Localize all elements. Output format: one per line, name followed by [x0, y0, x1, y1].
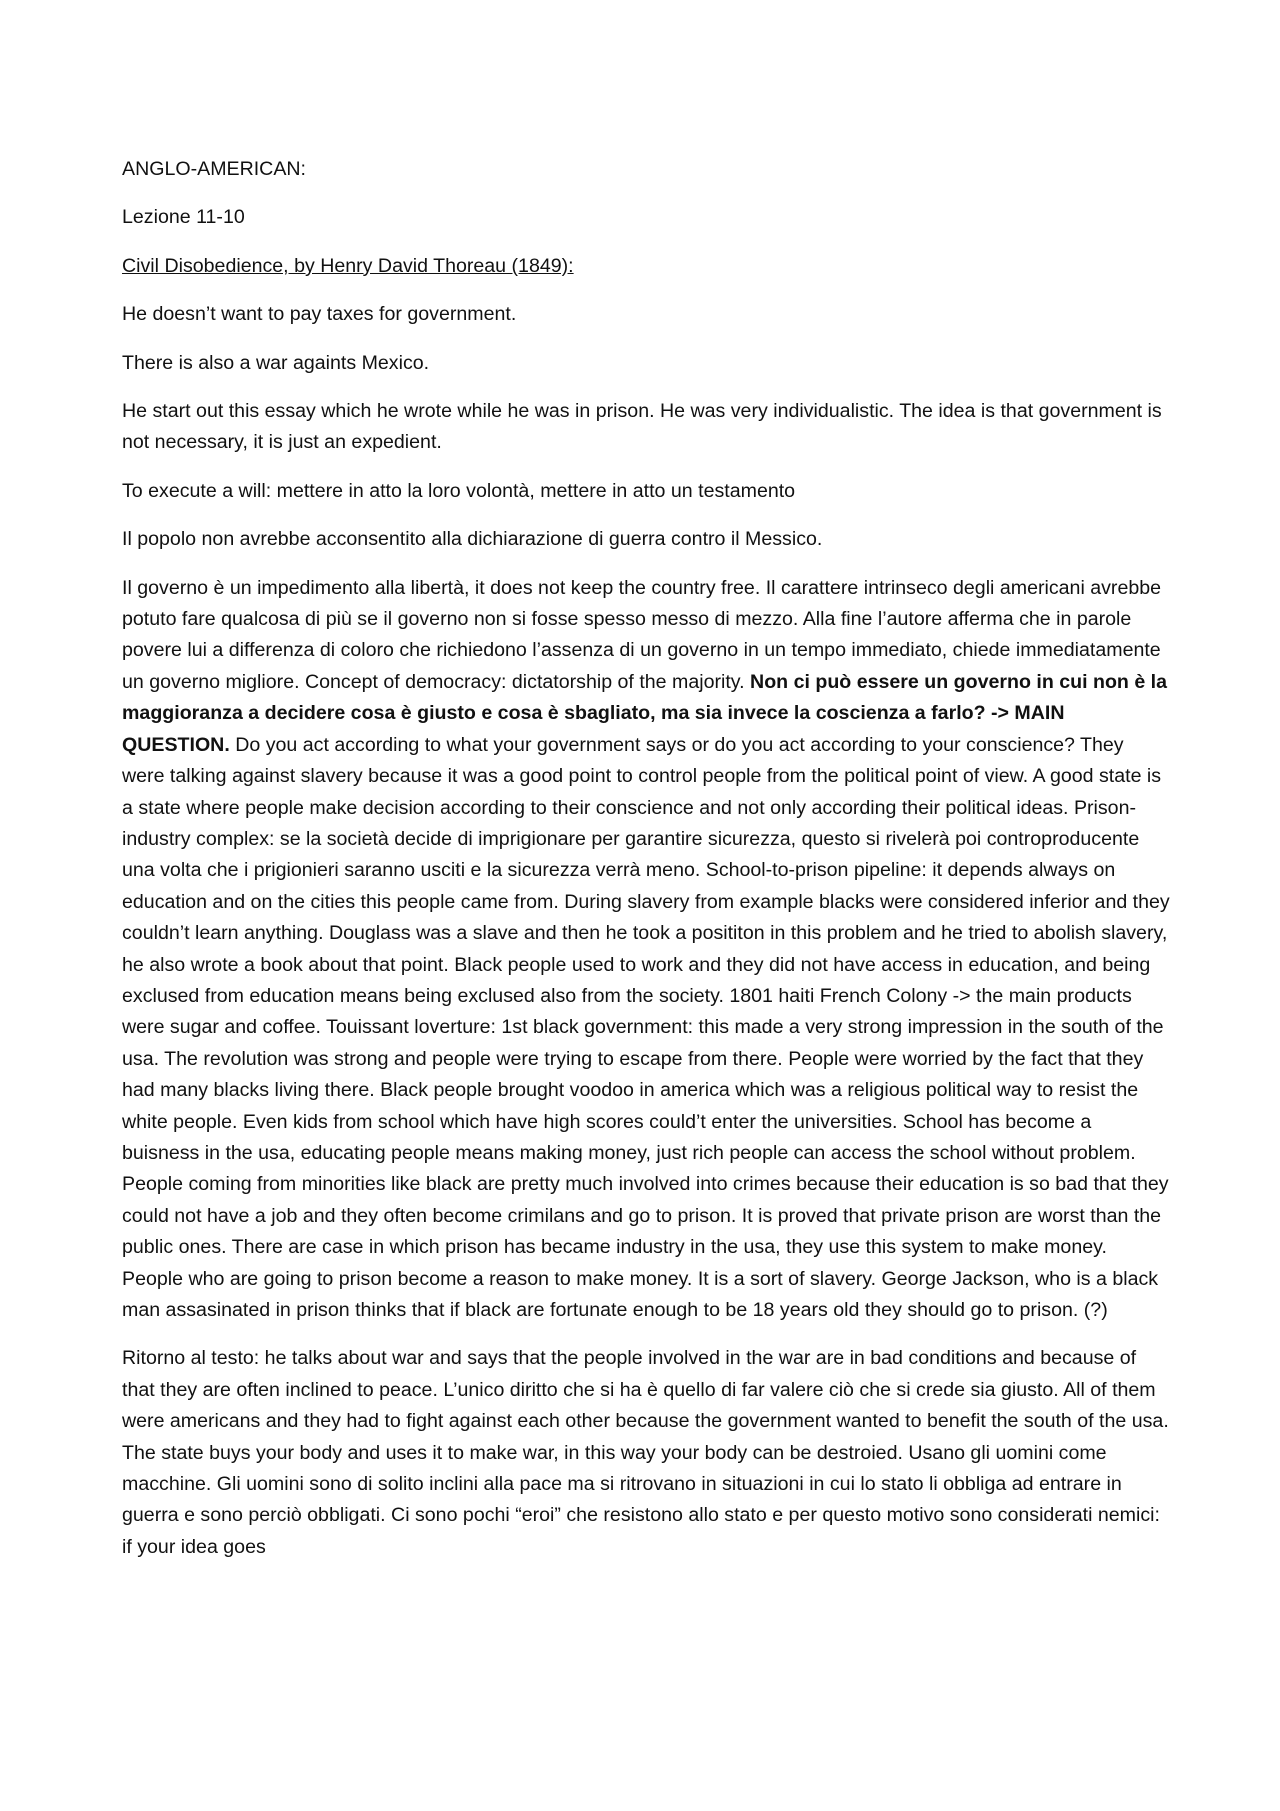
paragraph-governo [122, 573, 1170, 1327]
document-heading: ANGLO-AMERICAN: [122, 158, 306, 180]
source-title [122, 251, 1170, 282]
paragraph-governo-end: Do you act according to what your government says or do you act according to your conscience? They were talking against slavery because it was a good point to control people from the political point of view. A good state is a state where people make decision according to their conscience and not only according their political ideas. Prison-industry complex: se la società decide di imprigionare per garantire sicurezza, questo si rivelerà poi controproducente una volta che i prigionieri saranno usciti e la sicurezza verrà meno. School-to-prison pipeline: it depends always on education and on the cities this people came from. During slavery from example blacks were considered inferior and they couldn’t learn anything. Douglass was a slave and then he took a posititon in this problem and he tried to abolish slavery, he also wrote a book about that point. Black people used to work and they did not have access in education, and being exclused from education means being exclused also from the society. 1801 haiti French Colony -> the main products were sugar and coffee. Touissant loverture: 1st black government: this made a very strong impression in the south of the usa. The revolution was strong and people were trying to escape from there. People were worried by the fact that they had many blacks living there. Black people brought voodoo in america which was a religious political way to resist the white people. Even kids from school which have high scores could’t enter the universities. School has become a buisness in the usa, educating people means making money, just rich people can access the school without problem. People coming from minorities like black are pretty much involved into crimes because their education is so bad that they could not have a job and they often become crimilans and go to prison. It is proved that private prison are worst than the public ones. There are case in which prison has became industry in the usa, they use this system to make money. People who are going to prison become a reason to make money. It is a sort of slavery. George Jackson, who is a black man assasinated in prison thinks that if black are fortunate enough to be 18 years old they should go to prison. (?) [122, 733, 1170, 1321]
lesson-date: Lezione 11-10 [122, 206, 245, 229]
paragraph-governo-start: Il governo è un impedimento alla libertà, it does not keep the country free. Il carattere intrinseco degli americani avrebbe potuto fare qualcosa di più se il governo non si fosse spesso messo di mezzo. Alla fine l’autore afferma che in parole povere lui a differenza di coloro che richiedono l’assenza di un governo in un tempo immediato, chiede immediatamente un governo migliore. Concept of democracy: dictatorship of the majority. [122, 576, 1162, 693]
paragraph-war-mexico: There is also a war againts Mexico. [122, 351, 430, 374]
paragraph-popolo: Il popolo non avrebbe acconsentito alla dichiarazione di guerra contro il Messico. [122, 528, 823, 551]
paragraph-execute-will: To execute a will: mettere in atto la loro volontà, mettere in atto un testamento [122, 479, 796, 502]
main-question: Non ci può essere un governo in cui non è la maggioranza a decidere cosa è giusto e cosa è sbagliato, ma sia invece la coscienza a farlo? -> MAIN QUESTION. [122, 670, 1168, 756]
paragraph-ritorno: Ritorno al testo: he talks about war and says that the people involved in the war are in bad conditions and because of that they are often inclined to peace. L’unico diritto che si ha è quello di far valere ciò che si crede sia giusto. All of them were americans and they had to fight against each other because the government wanted to benefit the south of the usa. The state buys your body and uses it to make war, in this way your body can be destroied. Usano gli uomini come macchine. Gli uomini sono di solito inclini alla pace ma si ritrovano in situazioni in cui lo stato li obbliga ad entrare in guerra e sono perciò obbligati. Ci sono pochi “eroi” che resistono allo stato e per questo motivo sono considerati nemici: if your idea goes [122, 1347, 1169, 1558]
paragraph-essay: He start out this essay which he wrote while he was in prison. He was very individualistic. The idea is that government is not necessary, it is just an expedient. [122, 400, 1162, 454]
paragraph-taxes: He doesn’t want to pay taxes for government. [122, 303, 517, 326]
source-title-text: Civil Disobedience, by Henry David Thoreau (1849): [122, 254, 574, 277]
